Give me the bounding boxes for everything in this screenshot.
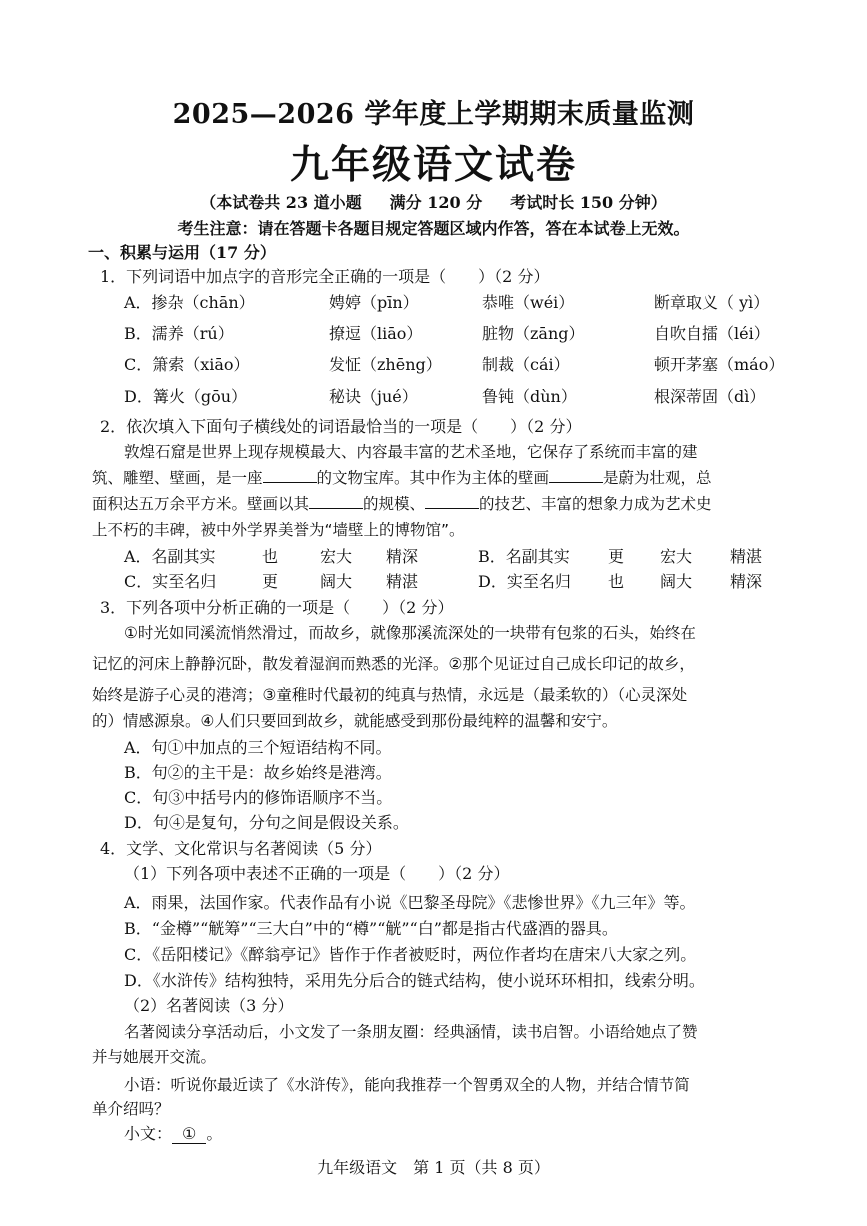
- q2-blank-3: [309, 494, 363, 509]
- info-questions: （本试卷共 23 道小题: [200, 193, 362, 212]
- info-time: 考试时长 150 分钟）: [510, 193, 667, 212]
- q2-opt-b-1: B．名副其实: [478, 547, 570, 566]
- q3-para-line2: 记忆的河床上静静沉卧，散发着湿润而熟悉的光泽。②那个见证过自己成长印记的故乡，: [92, 655, 695, 673]
- q2-opt-b-3: 宏大: [660, 547, 693, 566]
- q4-para-line4: 单介绍吗？: [92, 1100, 170, 1118]
- q2-options-row1: [124, 544, 784, 566]
- q4-reply-end: 。: [206, 1124, 223, 1143]
- q3-option-c: C．句③中括号内的修饰语顺序不当。: [124, 788, 393, 807]
- q4-answer-blank[interactable]: ①: [172, 1124, 206, 1144]
- q4-para-line3: 小语：听说你最近读了《水浒传》，能向我推荐一个智勇双全的人物，并结合情节简: [124, 1076, 690, 1094]
- q2-p2-c: 是蔚为壮观，总: [603, 469, 712, 487]
- q2-para-line3: [92, 492, 712, 514]
- q3-option-d: D．句④是复句，分句之间是假设关系。: [124, 813, 409, 832]
- q3-option-b: B．句②的主干是：故乡始终是港湾。: [124, 763, 392, 782]
- q2-opt-d-2: 也: [608, 572, 625, 591]
- q1-d-1: D．篝火（gōu）: [124, 387, 248, 406]
- exam-info: [0, 190, 867, 213]
- q2-p2-a: 筑、雕塑、壁画，是一座: [92, 469, 263, 487]
- q3-para-line3: 始终是游子心灵的港湾；③童稚时代最初的纯真与热情，永远是（最柔软的）（心灵深处: [92, 686, 688, 704]
- q1-c-2: 发怔（zhēng）: [329, 355, 442, 374]
- q1-c-4: 顿开茅塞（máo）: [654, 355, 785, 374]
- q4-para-line2: 并与她展开交流。: [92, 1048, 217, 1066]
- q2-blank-4: [425, 494, 479, 509]
- q4-option-b: B．“金樽”“觥筹”“三大白”中的“樽”“觥”“白”都是指古代盛酒的器具。: [124, 919, 618, 938]
- exam-title-year: 2025—2026 学年度上学期期末质量监测: [172, 99, 695, 130]
- q4-reply-label: 小文：: [124, 1124, 173, 1143]
- q3-para-line4: 的）情感源泉。④人们只要回到故乡，就能感受到那份最纯粹的温馨和安宁。: [92, 712, 618, 730]
- q2-opt-b-4: 精湛: [730, 547, 763, 566]
- q4-option-d: D．《水浒传》结构独特，采用先分后合的链式结构，使小说环环相扣，线索分明。: [124, 971, 705, 990]
- q2-blank-2: [549, 468, 603, 483]
- q2-opt-b-2: 更: [608, 547, 625, 566]
- q2-stem: 2．依次填入下面句子横线处的词语最恰当的一项是（ ）（2 分）: [100, 417, 582, 436]
- q1-d-3: 鲁钝（dùn）: [482, 387, 577, 406]
- q2-options-row2: [124, 569, 784, 591]
- q4-option-c: C．《岳阳楼记》《醉翁亭记》皆作于作者被贬时，两位作者均在唐宋八大家之列。: [124, 945, 697, 964]
- exam-title-main: 九年级语文试卷: [289, 142, 577, 188]
- q1-d-4: 根深蒂固（dì）: [654, 387, 766, 406]
- q4-sub2-stem: （2）名著阅读（3 分）: [124, 996, 294, 1015]
- q2-opt-a-1: A．名副其实: [124, 547, 216, 566]
- q2-opt-a-3: 宏大: [320, 547, 353, 566]
- q2-para-line4: 上不朽的丰碑，被中外学界美誉为“墙壁上的博物馆”。: [92, 521, 465, 539]
- q2-para-line1: 敦煌石窟是世界上现存规模最大、内容最丰富的艺术圣地，它保存了系统而丰富的建: [124, 443, 698, 461]
- q4-para-line1: 名著阅读分享活动后，小文发了一条朋友圈：经典涵情，读书启智。小语给她点了赞: [124, 1023, 698, 1041]
- info-score: 满分 120 分: [389, 193, 483, 212]
- q2-opt-d-1: D．实至名归: [478, 572, 571, 591]
- q2-opt-d-4: 精深: [730, 572, 763, 591]
- q1-b-2: 撩逗（liāo）: [329, 324, 423, 343]
- q1-a-2: 娉婷（pīn）: [329, 293, 419, 312]
- q2-opt-c-1: C．实至名归: [124, 572, 217, 591]
- q2-opt-c-4: 精湛: [386, 572, 419, 591]
- q3-para-line1: ①时光如同溪流悄然滑过，而故乡，就像那溪流深处的一块带有包浆的石头，始终在: [124, 624, 696, 642]
- q1-a-1: A．掺杂（chān）: [124, 293, 255, 312]
- q2-p2-b: 的文物宝库。其中作为主体的壁画: [316, 469, 550, 487]
- q1-row-d: [124, 384, 784, 406]
- q4-reply: [124, 1121, 222, 1144]
- q1-b-1: B．濡养（rú）: [124, 324, 234, 343]
- q2-opt-c-2: 更: [262, 572, 279, 591]
- q2-blank-1: [263, 468, 317, 483]
- q2-p3-b: 的规模、: [363, 495, 426, 513]
- q1-c-3: 制裁（cái）: [482, 355, 570, 374]
- q3-option-a: A．句①中加点的三个短语结构不同。: [124, 738, 392, 757]
- q1-row-c: [124, 352, 784, 374]
- q4-stem: 4．文学、文化常识与名著阅读（5 分）: [100, 839, 382, 858]
- q4-option-a: A．雨果，法国作家。代表作品有小说《巴黎圣母院》《悲惨世界》《九三年》等。: [124, 893, 696, 912]
- q3-stem: 3．下列各项中分析正确的一项是（ ）（2 分）: [100, 598, 454, 617]
- q1-row-a: [124, 290, 784, 312]
- q2-p3-c: 的技艺、丰富的想象力成为艺术史: [479, 495, 712, 513]
- q2-opt-c-3: 阔大: [320, 572, 353, 591]
- q2-opt-a-2: 也: [262, 547, 279, 566]
- q1-row-b: [124, 321, 784, 343]
- q1-a-3: 恭唯（wéi）: [482, 293, 575, 312]
- q4-sub1-stem: （1）下列各项中表述不正确的一项是（ ）（2 分）: [124, 864, 510, 883]
- exam-notice: 考生注意：请在答题卡各题目规定答题区域内作答，答在本试卷上无效。: [177, 219, 690, 238]
- q1-b-3: 脏物（zāng）: [482, 324, 585, 343]
- q1-a-4: 断章取义（ yì）: [654, 293, 770, 312]
- q2-p3-a: 面积达五万余平方米。壁画以其: [92, 495, 310, 513]
- q2-para-line2: [92, 466, 712, 488]
- q1-c-1: C．箫索（xiāo）: [124, 355, 250, 374]
- section-title: 一、积累与运用（17 分）: [88, 243, 276, 262]
- q2-opt-d-3: 阔大: [660, 572, 693, 591]
- q1-d-2: 秘诀（jué）: [329, 387, 418, 406]
- q1-stem: 1．下列词语中加点字的音形完全正确的一项是（ ）（2 分）: [100, 267, 550, 286]
- q1-b-4: 自吹自擂（léi）: [654, 324, 770, 343]
- page-footer: 九年级语文 第 1 页（共 8 页）: [317, 1158, 550, 1177]
- q2-opt-a-4: 精深: [386, 547, 419, 566]
